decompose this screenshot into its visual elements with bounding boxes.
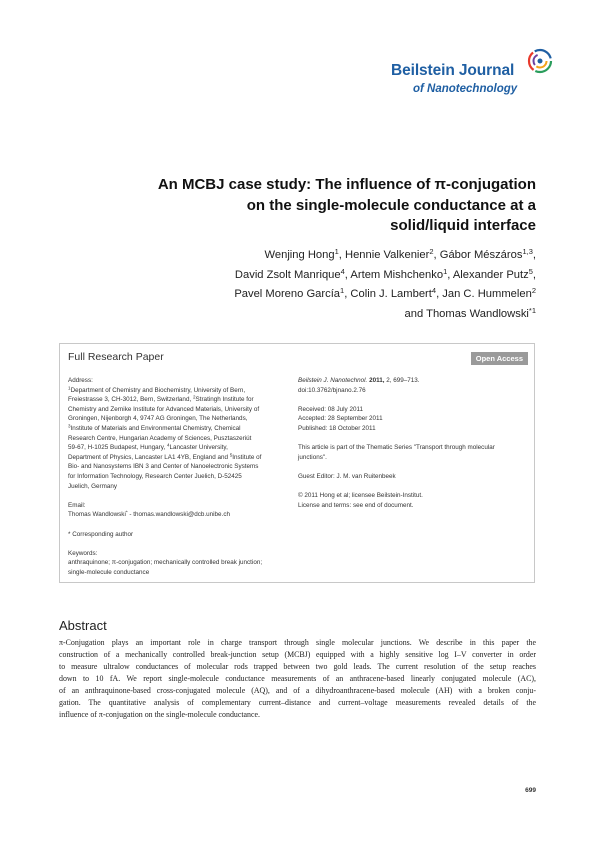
journal-name-line2: of Nanotechnology <box>413 83 518 95</box>
abstract-line: of an anthraquinone-based cross-conjugated molecule (AQ), and of a dihydroanthracene-based molecule (AH) with a broken conju- <box>59 686 536 695</box>
received-date: Received: 08 July 2011 <box>298 405 363 413</box>
corresponding-author-note: * Corresponding author <box>68 530 134 538</box>
keywords-line: single-molecule conductance <box>68 568 150 576</box>
author-separator: , <box>344 288 351 300</box>
abstract-line: π-Conjugation plays an important role in charge transport through single molecular junctions. We describe in this paper the <box>59 638 536 647</box>
affiliation-marker: 4 <box>166 442 170 448</box>
affiliation-marker: 5 <box>528 266 533 276</box>
abstract-line: influence of π-conjugation on the single-molecule conductance. <box>59 710 260 719</box>
address-line: Groningen, Nijenborgh 4, 9747 AG Groningen, The Netherlands, <box>68 415 248 423</box>
affiliation-marker: 2 <box>192 394 196 400</box>
author-name: Wenjing Hong <box>264 249 335 261</box>
address-line: Department of Chemistry and Biochemistry, University of Bern, <box>70 386 246 394</box>
address-line: Research Centre, Hungarian Academy of Sciences, Pusztaszeriút <box>68 434 252 442</box>
article-title <box>96 175 536 237</box>
author-name: David Zsolt Manrique <box>234 268 341 281</box>
author-line <box>76 305 536 325</box>
thematic-series-note: junctions". <box>298 453 327 461</box>
affiliation-marker: 2 <box>429 247 434 256</box>
citation <box>298 376 528 386</box>
paper-type-label: Full Research Paper <box>68 351 164 363</box>
author-line <box>76 246 536 266</box>
beilstein-swirl-icon <box>527 48 553 74</box>
author-separator: , <box>338 249 345 261</box>
accepted-date: Accepted: 28 September 2011 <box>298 415 383 423</box>
affiliation-marker: 4 <box>431 286 437 295</box>
affiliation-marker: 1 <box>334 247 339 256</box>
copyright-notice: © 2011 Hong et al; licensee Beilstein-Institut. <box>298 492 423 500</box>
abstract-line: gation. The quantitative analysis of complementary current–distance and current–voltage measurements revealed details of the <box>59 698 536 707</box>
email-address-link[interactable]: thomas.wandlowski@dcb.unibe.ch <box>133 511 230 519</box>
address-line: Institute of Materials and Environmental Chemistry, Chemical <box>70 424 241 432</box>
email-label: Email: <box>68 501 86 509</box>
address-line: 59-67, H-1025 Budapest, Hungary, <box>68 444 167 452</box>
affiliation-marker: 2 <box>531 286 536 295</box>
email-separator: - <box>127 511 134 519</box>
author-line <box>76 285 536 305</box>
info-right-column <box>298 376 528 510</box>
abstract-body <box>59 637 536 721</box>
info-left-column <box>68 376 290 577</box>
abstract-heading: Abstract <box>59 618 107 633</box>
keywords-line: anthraquinone; π-conjugation; mechanically controlled break junction; <box>68 559 263 567</box>
affiliation-marker: 1 <box>443 266 448 276</box>
author-separator: , <box>532 268 536 281</box>
email-line <box>68 510 290 520</box>
license-note: License and terms: see end of document. <box>298 501 414 509</box>
abstract-line: to measure ultralow conductances of molecular rods trapped between two gold leads. The current resolution of the setup reaches <box>59 662 536 671</box>
page-number: 699 <box>525 787 536 794</box>
affiliation-marker: 5 <box>229 452 233 458</box>
author-name: Colin J. Lambert <box>350 288 432 300</box>
author-name: Artem Mishchenko <box>350 268 444 281</box>
abstract-line: construction of a mechanically controlled break-junction setup (MCBJ) equipped with a highly sensitive log I–V converter in order <box>59 650 536 659</box>
affiliation-marker: 3 <box>68 423 71 429</box>
keywords-label: Keywords: <box>68 549 98 557</box>
author-name: Alexander Putz <box>452 268 529 281</box>
author-separator: , <box>344 268 351 281</box>
article-info-box <box>59 343 535 583</box>
affiliation-marker: 1 <box>340 286 345 295</box>
title-line: solid/liquid interface <box>390 217 536 234</box>
author-separator: , <box>447 268 453 281</box>
author-name: Thomas Wandlowski <box>426 307 529 320</box>
affiliation-marker: 4 <box>340 266 345 276</box>
address-line: Department of Physics, Lancaster LA1 4YB, England and <box>68 453 230 461</box>
address-line: for Information Technology, Research Center Juelich, D-52425 <box>68 472 242 480</box>
open-access-badge: Open Access <box>471 352 528 365</box>
author-name: Gábor Mészáros <box>439 249 523 261</box>
affiliation-marker: 1 <box>68 385 71 391</box>
affiliation-marker: 1,3 <box>522 247 533 256</box>
address-line: Institute of <box>232 453 262 461</box>
abstract-line: down to 10 fA. We report single-molecule conductance measurements of an anthracene-based linearly conjugated molecule (AC), <box>59 674 536 683</box>
address-line: Bio- and Nanosystems IBN 3 and Center of Nanoelectronic Systems <box>68 463 259 471</box>
address-text <box>68 386 290 492</box>
guest-editor: Guest Editor: J. M. van Ruitenbeek <box>298 472 396 480</box>
address-label: Address: <box>68 377 93 384</box>
address-line: Stratingh Institute for <box>195 396 254 404</box>
address-line: Freiestrasse 3, CH-3012, Bern, Switzerland, <box>68 396 193 404</box>
corresponding-marker: * <box>125 509 128 515</box>
title-line: An MCBJ case study: The influence of π-conjugation <box>157 176 536 193</box>
citation-journal: Beilstein J. Nanotechnol. <box>298 377 368 384</box>
citation-year: 2011, <box>369 377 385 384</box>
author-separator: , <box>433 249 440 261</box>
author-list <box>76 246 536 324</box>
author-name: Hennie Valkenier <box>344 249 430 261</box>
thematic-series-note: This article is part of the Thematic Series "Transport through molecular <box>298 444 495 452</box>
author-line <box>76 266 536 286</box>
address-line: Juelich, Germany <box>68 482 117 490</box>
citation-volume-pages: 2, 699–713. <box>384 377 420 384</box>
published-date: Published: 18 October 2011 <box>298 424 376 432</box>
title-line: on the single-molecule conductance at a <box>246 196 536 214</box>
author-name: Pavel Moreno García <box>234 288 341 300</box>
author-name: Jan C. Hummelen <box>442 288 532 300</box>
address-line: Chemistry and Zernike Institute for Advanced Materials, University of <box>68 405 260 413</box>
author-separator: , <box>436 288 443 300</box>
affiliation-marker: *1 <box>528 305 536 315</box>
doi-link[interactable]: doi:10.3762/bjnano.2.76 <box>298 386 366 394</box>
author-separator: , <box>532 249 536 261</box>
email-contact-name: Thomas Wandlowski <box>68 511 126 519</box>
author-conjunction: and <box>404 307 427 320</box>
journal-name-line1: Beilstein Journal <box>391 62 515 79</box>
journal-logo <box>391 48 551 104</box>
address-line: Lancaster University, <box>169 444 228 452</box>
